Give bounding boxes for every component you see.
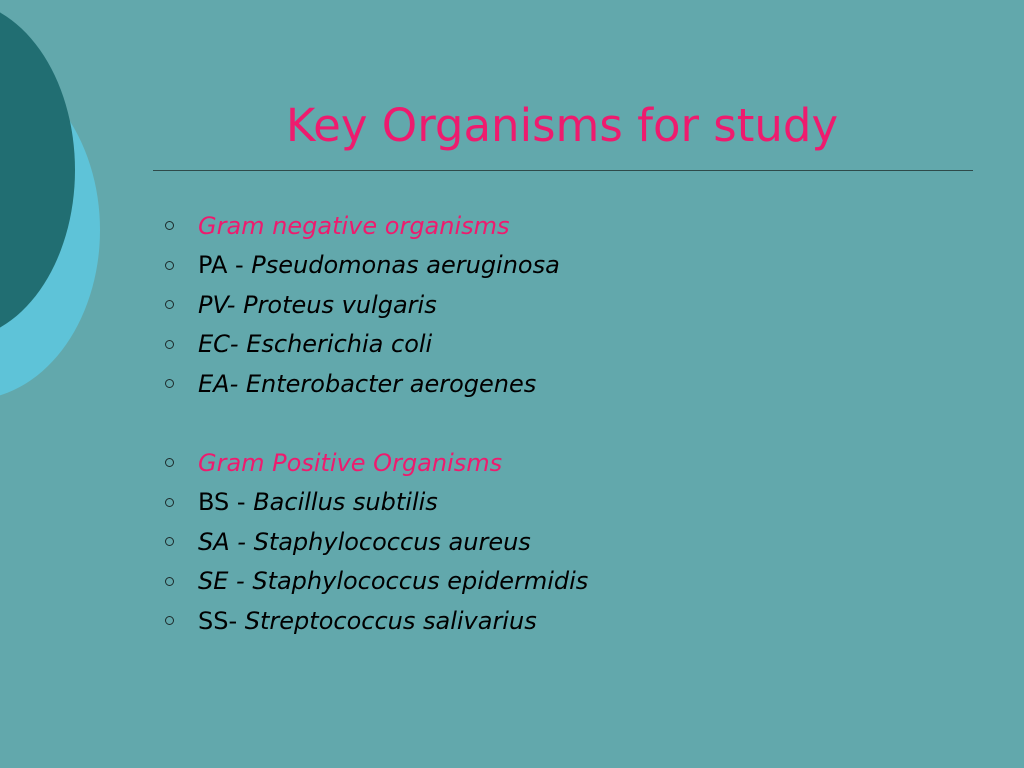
bullet-icon <box>165 300 174 309</box>
list-item-heading-gram-positive <box>165 443 588 483</box>
list-item <box>165 325 588 365</box>
organism-name: Proteus vulgaris <box>243 290 437 319</box>
list-item <box>165 246 588 286</box>
list-item <box>165 364 588 404</box>
slide-title: Key Organisms for study <box>285 99 839 152</box>
organism-name: Staphylococcus epidermidis <box>252 567 589 596</box>
list-item <box>165 285 588 325</box>
bullet-icon <box>165 379 174 388</box>
organism-abbr: SE - <box>198 567 253 596</box>
bullet-icon <box>165 458 174 467</box>
list-item <box>165 562 588 602</box>
organism-abbr: EC- <box>198 330 247 359</box>
bullet-icon <box>165 577 174 586</box>
organism-abbr: SA - <box>198 527 254 556</box>
bullet-icon <box>165 340 174 349</box>
organism-abbr: PV- <box>198 290 244 319</box>
group-heading: Gram negative organisms <box>198 211 510 240</box>
organism-name: Pseudomonas aeruginosa <box>251 251 560 280</box>
bullet-icon <box>165 221 174 230</box>
organism-abbr: EA- <box>198 369 246 398</box>
list-item <box>165 483 588 523</box>
organism-name: Streptococcus salivarius <box>244 606 537 635</box>
organism-abbr: PA - <box>198 251 252 280</box>
organism-abbr: BS - <box>198 488 254 517</box>
bullet-icon <box>165 616 174 625</box>
list-item <box>165 522 588 562</box>
title-divider <box>153 170 973 171</box>
bullet-icon <box>165 498 174 507</box>
list-item-heading-gram-negative <box>165 206 588 246</box>
organism-name: Staphylococcus aureus <box>253 527 531 556</box>
list-spacer <box>165 404 588 444</box>
list-item <box>165 601 588 641</box>
organism-name: Bacillus subtilis <box>253 488 438 517</box>
organism-name: Enterobacter aerogenes <box>245 369 537 398</box>
organism-list <box>165 206 588 641</box>
organism-abbr: SS- <box>198 606 245 635</box>
organism-name: Escherichia coli <box>246 330 433 359</box>
bullet-icon <box>165 261 174 270</box>
group-heading: Gram Positive Organisms <box>198 448 503 477</box>
bullet-icon <box>165 537 174 546</box>
